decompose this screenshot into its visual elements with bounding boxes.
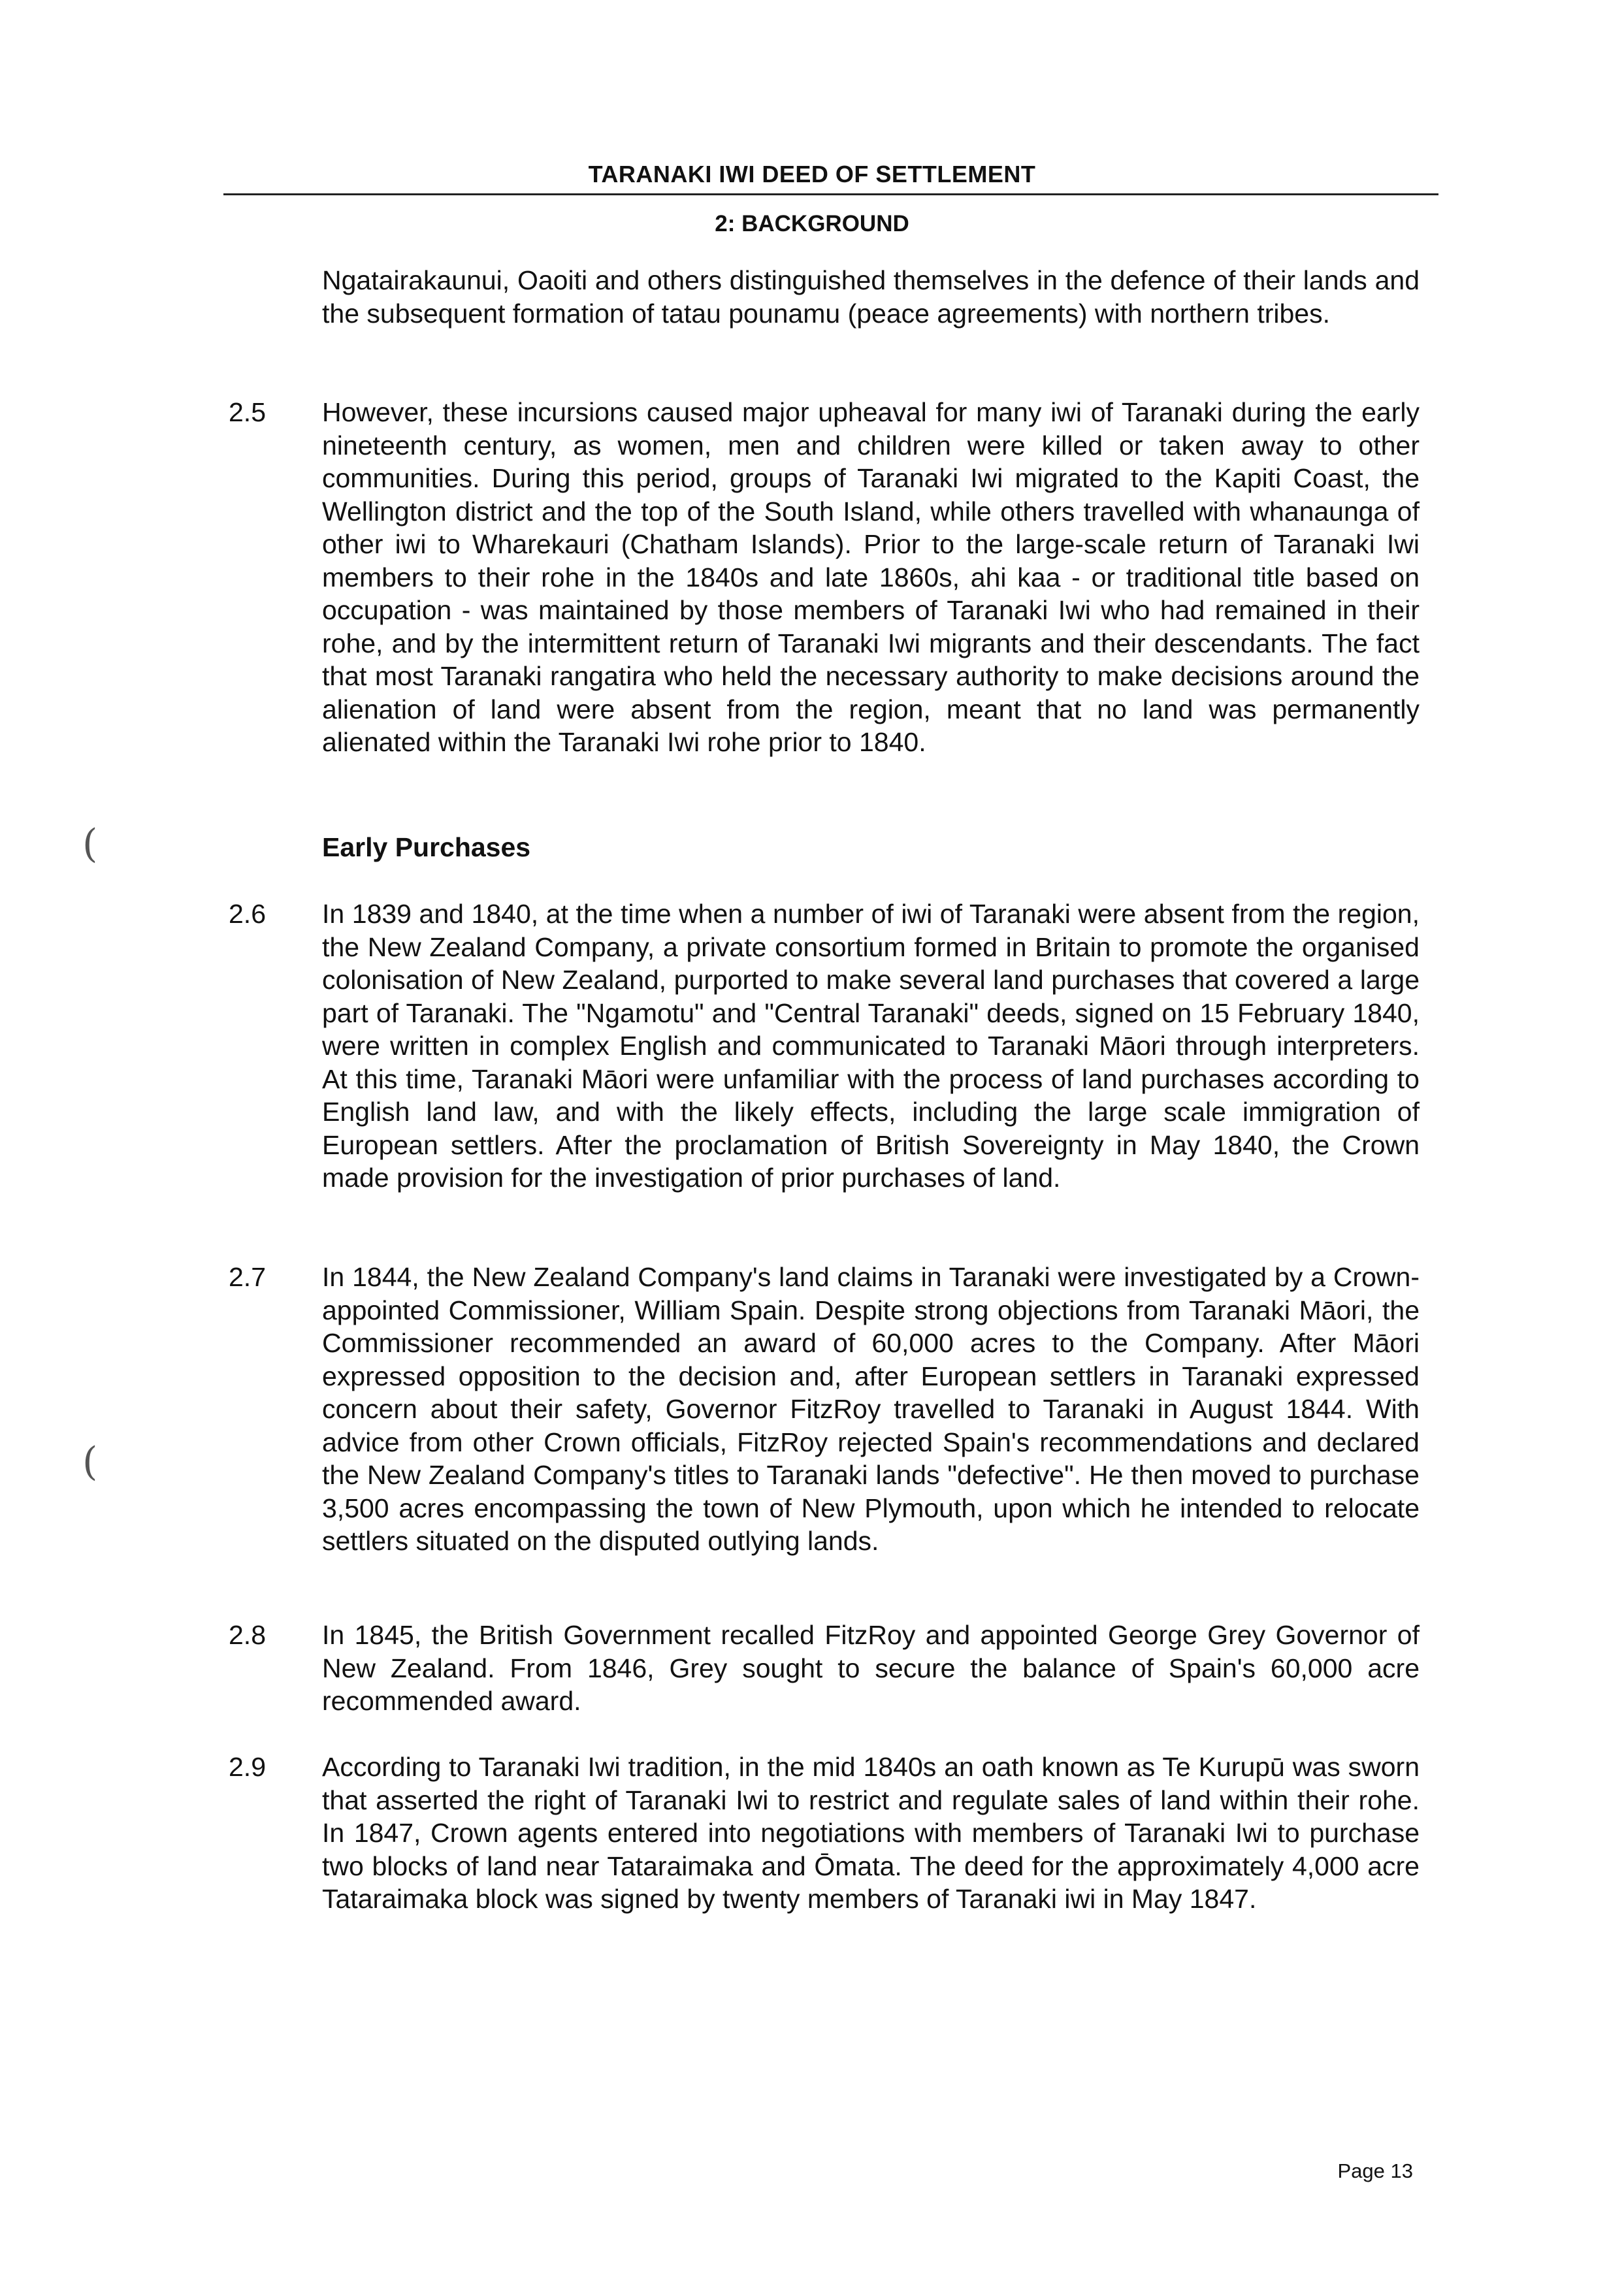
section-title: 2: BACKGROUND xyxy=(715,211,909,236)
paragraph-text: According to Taranaki Iwi tradition, in the mid 1840s an oath known as Te Kurupū was sworn that asserted the right of Taranaki Iwi to restrict and regulate sales of land within their rohe. In 1847, Crown agents entered into negotiations with members of Taranaki Iwi to purchase two blocks of land near Tataraimaka and Ōmata. The deed for the approximately 4,000 acre Tataraimaka block was signed by twenty members of Taranaki iwi in May 1847. xyxy=(322,1752,1420,1914)
intro-paragraph: Ngatairakaunui, Oaoiti and others distinguished themselves in the defence of their lands and the subsequent formation of tatau pounamu (peace agreements) with northern tribes. xyxy=(322,265,1420,329)
paragraph-number: 2.5 xyxy=(229,397,266,427)
paragraph-text: In 1845, the British Government recalled FitzRoy and appointed George Grey Governor of New Zealand. From 1846, Grey sought to secure the balance of Spain's 60,000 acre recommended award. xyxy=(322,1620,1420,1716)
page-number: Page 13 xyxy=(1337,2159,1413,2182)
paragraph-number: 2.8 xyxy=(229,1620,266,1650)
paragraph-text: However, these incursions caused major upheaval for many iwi of Taranaki during the early nineteenth century, as women, men and children were killed or taken away to other communities. During this period, groups of Taranaki Iwi migrated to the Kapiti Coast, the Wellington district and the top of the South Island, while others travelled with whanaunga of other iwi to Wharekauri (Chatham Islands). Prior to the large-scale return of Taranaki Iwi members to their rohe in the 1840s and late 1860s, ahi kaa - or traditional title based on occupation - was maintained by those members of Taranaki Iwi who had remained in their rohe, and by the intermittent return of Taranaki Iwi migrants and their descendants. The fact that most Taranaki rangatira who held the necessary authority to make decisions around the alienation of land were absent from the region, meant that no land was permanently alienated within the Taranaki Iwi rohe prior to 1840. xyxy=(322,397,1420,757)
paragraph-number: 2.9 xyxy=(229,1752,266,1782)
paragraph-number: 2.6 xyxy=(229,899,266,929)
subheading-early-purchases: Early Purchases xyxy=(322,832,531,862)
margin-bracket-mark: ( xyxy=(82,1439,98,1485)
header-divider xyxy=(223,193,1438,195)
paragraph-number: 2.7 xyxy=(229,1262,266,1292)
paragraph-text: In 1839 and 1840, at the time when a number of iwi of Taranaki were absent from the region, the New Zealand Company, a private consortium formed in Britain to promote the organised colonisation of New Zealand, purported to make several land purchases that covered a large part of Taranaki. The "Ngamotu" and "Central Taranaki" deeds, signed on 15 February 1840, were written in complex English and communicated to Taranaki Māori through interpreters. At this time, Taranaki Māori were unfamiliar with the process of land purchases according to English land law, and with the likely effects, including the large scale immigration of European settlers. After the proclamation of British Sovereignty in May 1840, the Crown made provision for the investigation of prior purchases of land. xyxy=(322,899,1420,1193)
margin-bracket-mark: ( xyxy=(82,821,98,867)
document-title: TARANAKI IWI DEED OF SETTLEMENT xyxy=(588,161,1036,187)
paragraph-text: In 1844, the New Zealand Company's land claims in Taranaki were investigated by a Crown-appointed Commissioner, William Spain. Despite strong objections from Taranaki Māori, the Commissioner recommended an award of 60,000 acres to the Company. After Māori expressed opposition to the decision and, after European settlers in Taranaki expressed concern about their safety, Governor FitzRoy travelled to Taranaki in August 1844. With advice from other Crown officials, FitzRoy rejected Spain's recommendations and declared the New Zealand Company's titles to Taranaki lands "defective". He then moved to purchase 3,500 acres encompassing the town of New Plymouth, upon which he intended to relocate settlers situated on the disputed outlying lands. xyxy=(322,1262,1420,1556)
